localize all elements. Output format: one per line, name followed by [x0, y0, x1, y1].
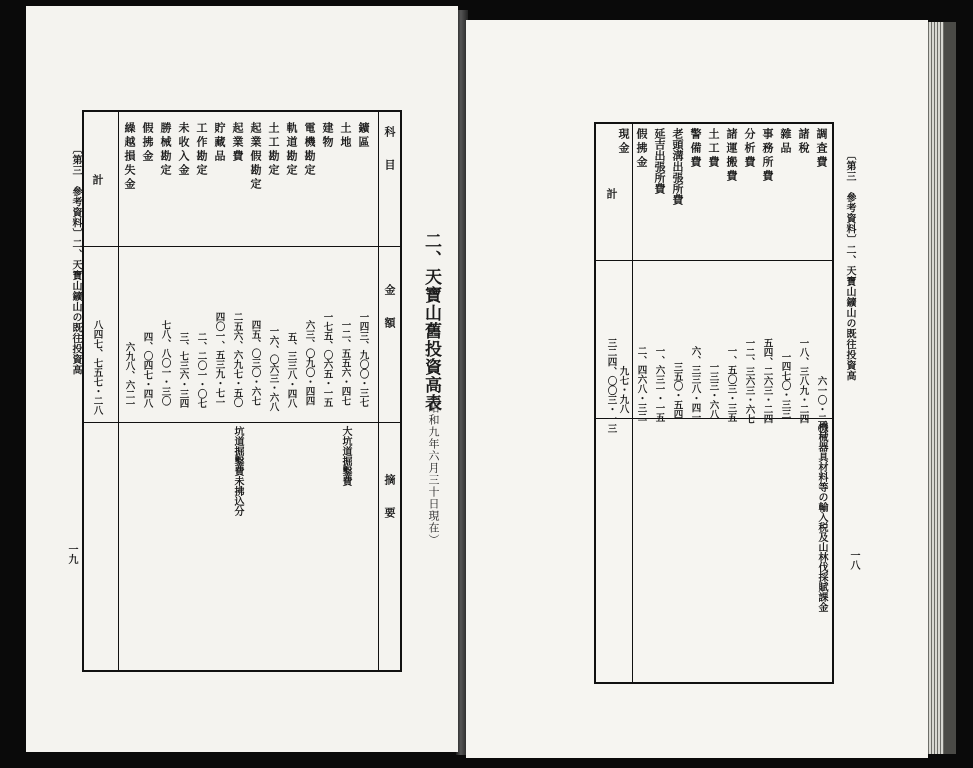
left-row-amount: 六三、〇九〇・四四 — [303, 320, 315, 406]
table-subtitle: （昭和九年六月三十日現在） — [427, 390, 440, 546]
right-folio: 一八 — [848, 550, 859, 570]
left-row-amount: 四〇一、五三九・七一 — [213, 312, 225, 407]
left-row-amount: 四、〇四七・四八 — [141, 332, 153, 408]
right-running-header: 〔第三 參考資料〕二、天寶山鑛山の既往投資高 — [844, 150, 855, 381]
left-running-header: 〔第三 參考資料〕二、天寶山鑛山の既往投資高 — [70, 144, 81, 375]
right-row-item: 假拂金 — [635, 128, 648, 170]
page-edges-shadow — [944, 22, 956, 754]
left-row-item: 繰越損失金 — [123, 122, 136, 192]
left-row-item: 土工勘定 — [267, 122, 280, 178]
right-row-amount: 一四七〇・三三 — [779, 352, 791, 419]
left-row-item: 建物 — [321, 122, 334, 150]
right-row-amount: 九七・九八 — [617, 366, 629, 414]
left-row-item: 工作勘定 — [195, 122, 208, 178]
left-row-amount: 一七五、〇六五・一五 — [321, 312, 333, 407]
right-total-label: 計 — [605, 188, 618, 202]
right-row-remark: 機械器具材料等の輸入税及山林伐採賦課金 — [816, 422, 827, 612]
left-folio: 一九 — [66, 544, 77, 564]
right-total-amount: 三二四、〇〇三・一三 — [605, 338, 617, 433]
right-row-item: 老頭溝出張所費 — [671, 128, 684, 205]
left-row-item: 貯藏品 — [213, 122, 226, 164]
left-table-divider-1 — [82, 246, 402, 247]
right-row-amount: 六、三三八・四一 — [689, 346, 701, 422]
right-row-amount: 二、四六八・三二 — [635, 346, 647, 422]
right-row-item: 諸稅 — [797, 128, 810, 156]
right-table-total-column-rule — [632, 122, 633, 684]
left-row-amount: 一二、五五六・四七 — [339, 320, 351, 406]
left-row-remark: 坑道掘鑿費未拂込分 — [232, 426, 243, 516]
left-row-item: 假拂金 — [141, 122, 154, 164]
right-row-item: 延吉出張所費 — [653, 128, 666, 194]
right-row-item: 雜品 — [779, 128, 792, 156]
right-row-item: 土工費 — [707, 128, 720, 170]
right-row-amount: 一、五〇三・三五 — [725, 346, 737, 422]
left-page — [26, 6, 458, 752]
right-row-amount: 一二、三六三・六七 — [743, 338, 755, 424]
left-row-item: 土地 — [339, 122, 352, 150]
left-row-item: 起業假勘定 — [249, 122, 262, 192]
left-row-item: 鑛區 — [357, 122, 370, 150]
table-title: 二、天寶山舊投資高表 — [421, 232, 441, 412]
right-row-item: 調査費 — [815, 128, 828, 170]
right-row-amount: 三五〇・五四 — [671, 362, 683, 419]
right-row-item: 事務所費 — [761, 128, 774, 184]
left-row-item: 電機勘定 — [303, 122, 316, 178]
right-row-item: 警備費 — [689, 128, 702, 170]
left-row-amount: 六九八、六二一 — [123, 342, 135, 409]
right-row-item: 分析費 — [743, 128, 756, 170]
right-row-item: 諸運搬費 — [725, 128, 738, 184]
right-row-amount: 一、六三一・一五 — [653, 346, 665, 422]
left-row-item: 未收入金 — [177, 122, 190, 178]
right-row-amount: 一八、三八九・二四 — [797, 338, 809, 424]
left-total-label: 計 — [91, 174, 104, 188]
left-row-item: 軌道勘定 — [285, 122, 298, 178]
left-row-item: 勝械勘定 — [159, 122, 172, 178]
left-row-item: 起業費 — [231, 122, 244, 164]
left-row-amount: 四五、〇三〇・六七 — [249, 320, 261, 406]
left-row-amount: 二五六、六九七・五〇 — [231, 312, 243, 407]
left-row-amount: 三、七三六・三四 — [177, 332, 189, 408]
left-table-divider-2 — [82, 422, 402, 423]
left-table-header-column-rule — [378, 110, 379, 672]
header-item: 科 目 — [383, 126, 396, 170]
left-table-total-column-rule — [118, 110, 119, 672]
left-row-amount: 五、三三八・四八 — [285, 332, 297, 408]
header-amount: 金 額 — [383, 284, 396, 328]
left-row-amount: 二、二〇一・〇七 — [195, 332, 207, 408]
left-row-remark: 大坑道掘鑿費 — [340, 426, 351, 486]
left-total-amount: 八四七、七五七・二八 — [91, 320, 103, 415]
right-row-amount: 六一〇・二〇 — [815, 376, 827, 433]
left-row-amount: 七八、八〇一・三〇 — [159, 320, 171, 406]
right-page — [466, 20, 928, 758]
right-row-amount: 五四、二六三・二四 — [761, 338, 773, 424]
left-row-amount: 一六、〇六三・六八 — [267, 326, 279, 412]
right-table-divider-1 — [594, 260, 834, 261]
header-remarks: 摘 要 — [383, 474, 396, 518]
right-row-amount: 一三三・六八 — [707, 362, 719, 419]
right-row-item: 現金 — [617, 128, 630, 156]
left-row-amount: 一四三、九〇〇・三七 — [357, 312, 369, 407]
